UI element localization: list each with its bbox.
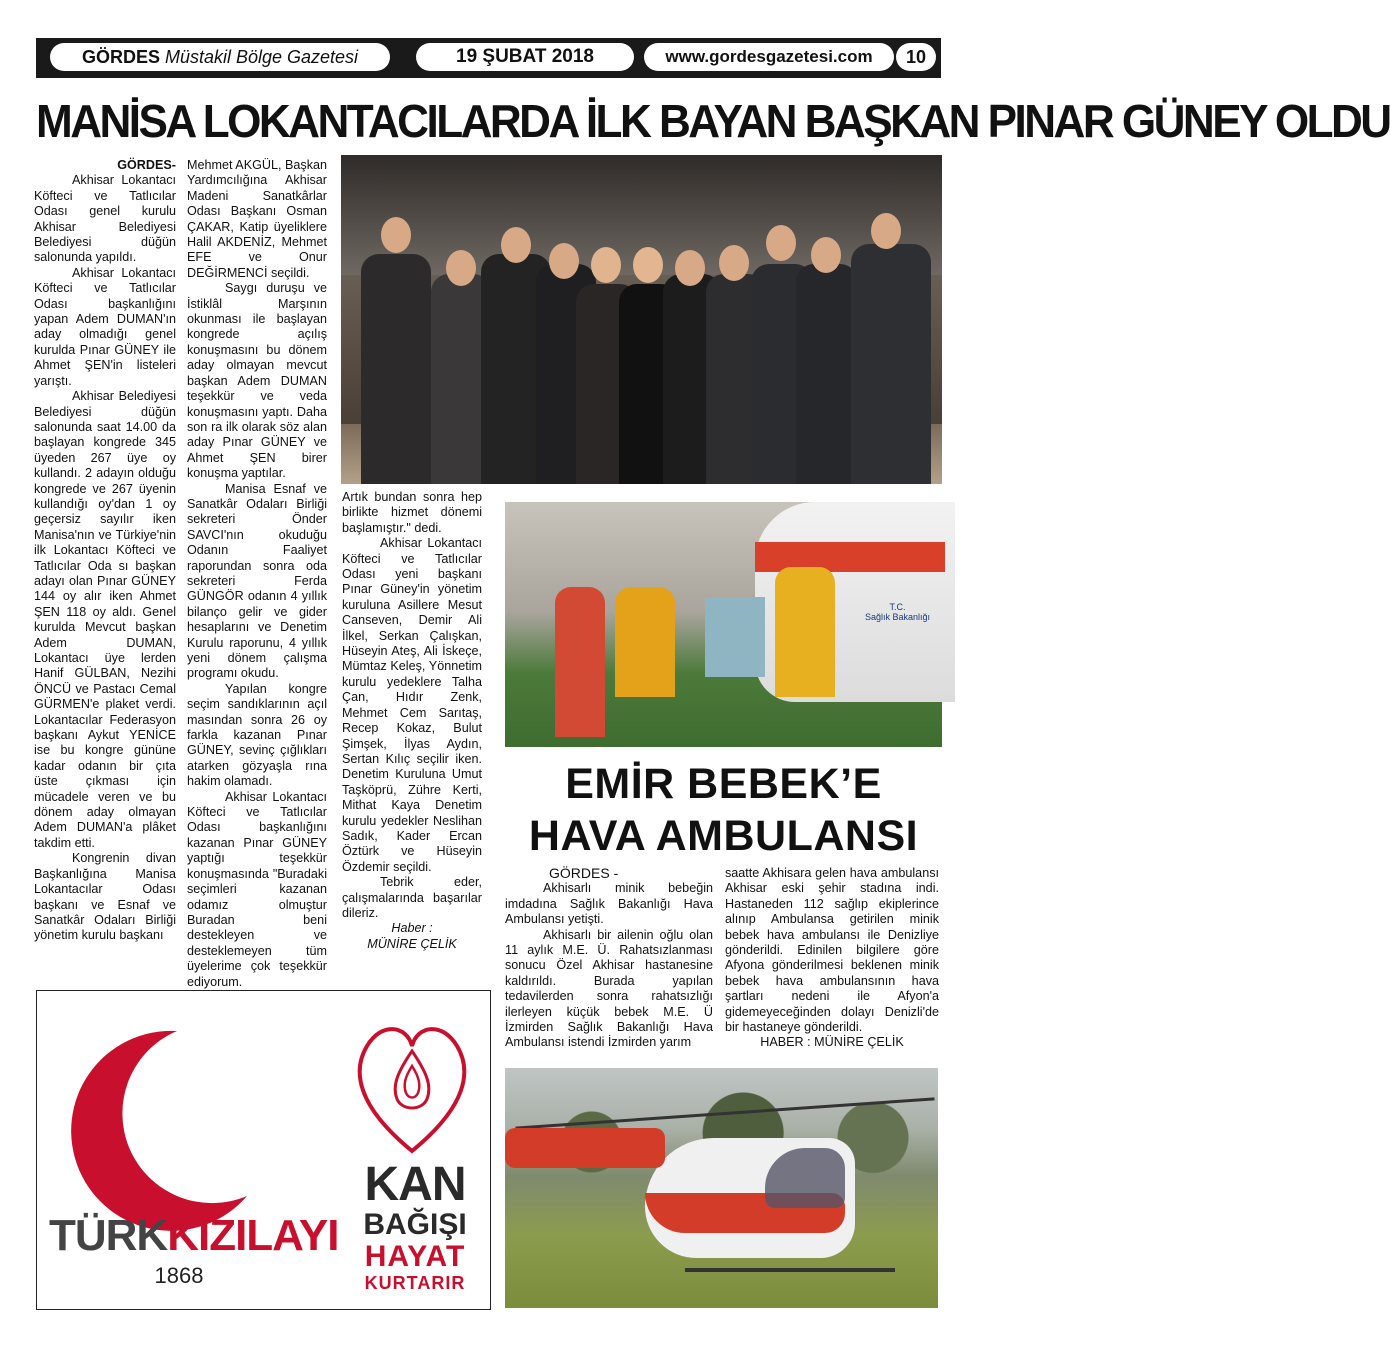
kan-title: KAN — [364, 1158, 466, 1211]
article1-headline: MANİSA LOKANTACILARDA İLK BAYAN BAŞKAN PINAR GÜNEY OLDU — [36, 95, 1390, 148]
paragraph: Akhisar Lokantacı Köfteci ve Tatlıcılar Odası yeni başkanı Pınar Güney'in yönetim kuruluna Asillere Mesut Canseven, Demir Ali İlkel, Serkan Çalışkan, Hüseyin Ateş, Ali İskeçe, Mümtaz Keleş, Yönnetim kurulu yedeklere Talha Çan, Hıdır Zenk, Mehmet Cem Sarıtaş, Recep Kokaz, Bulut Şimşek, İlyas Aydın, Sertan Kılıç seçilir iken. Denetim Kuruluna Umut Taşköprü, Zühre Kerti, Mithat Kaya Denetim kurulu yedekler Neslihan Sadık, Kader Ercan Öztürk ve Hüseyin Özdemir seçildi. — [342, 536, 482, 874]
paragraph: Akhisar Belediyesi Belediyesi düğün salonunda saat 14.00 da başlayan kongrede 345 üyeden 267 üye oy kullandı. 2 adayın olduğu kongrede ve 267 üyenin kullandığı oy'dan 1 oy geçersiz sayılır iken Manisa'nın ve Türkiye'nin ilk Lokantacı Köfteci ve Tatlıcılar Oda sı başkan adayı olan Pınar GÜNEY 144 oy alır iken Ahmet ŞEN 118 oy aldı. Genel kurulda Mevcut başkan Adem DUMAN, Lokantacı üye lerden Hanif GÜLBAN, Nezihi ÖNCÜ ve Pastacı Cemal GÜRMEN'e plaket verdi. Lokantacılar Federasyon başkanı Aykut YENİCE ise bu kongre gününe kadar odanın bir çıta üste çıkması için mücadele veren ve bu dönem aday olmayan Adem DUMAN'a plâket takdim etti. — [34, 389, 176, 850]
website-link[interactable]: www.gordesgazetesi.com — [644, 43, 894, 71]
blood-donation-ad — [36, 990, 491, 1310]
byline: HABER : MÜNİRE ÇELİK — [760, 1035, 904, 1050]
paragraph: Akhisar Lokantacı Köfteci ve Tatlıcılar Odası genel kurulu Akhisar Belediyesi Belediyesi düğün salonunda yapıldı. — [34, 173, 176, 265]
article1-column-1 — [34, 158, 176, 944]
paragraph: Mehmet AKGÜL, Başkan Yardımcılığına Akhisar Madeni Sanatkârlar Odası Başkanı Osman ÇAKAR, Katip üyeliklere Halil AKDENİZ, Mehmet EFE ve Onur DEĞİRMENCİ seçildi. — [187, 158, 327, 280]
paragraph: Akhisarlı bir ailenin oğlu olan 11 aylık M.E. Ü. Rahatsızlanması sonucu Özel Akhisar hastanesine kaldırıldı. Burada yapılan tedavilerden sonra rahatsızlığı ilerleyen küçük bebek M.E. Ü İzmirden Sağlık Bakanlığı Hava Ambulansı istendi İzmirden yarım — [505, 927, 713, 1050]
heart-drop-icon — [347, 1011, 477, 1161]
article2-column-1 — [505, 866, 713, 1051]
masthead-bar — [36, 38, 941, 78]
paragraph: Akhisar Lokantacı Köfteci ve Tatlıcılar Odası başkanlığını yapan Adem DUMAN'ın aday olmadığı genel kurulda Pınar GÜNEY ile Ahmet ŞEN'in listeleri yarıştı. — [34, 265, 176, 388]
kizilay-part2: KIZILAYI — [167, 1211, 339, 1260]
byline-name: MÜNİRE ÇELİK — [367, 936, 457, 951]
issue-date: 19 ŞUBAT 2018 — [416, 43, 634, 71]
paragraph: Saygı duruşu ve İstiklâl Marşının okunması ile başlayan kongrede açılış konuşmasını bu dönem aday olmayan mevcut başkan Adem DUMAN teşekkür ve veda konuşmasını yaptı. Daha son ra ilk olarak söz alan aday Pınar GÜNEY ve Ahmet ŞEN birer konuşma yaptılar. — [187, 281, 327, 481]
paper-name-pill — [50, 43, 390, 71]
kizilay-part1: TÜRK — [49, 1211, 168, 1260]
article2-headline-line2: HAVA AMBULANSI — [528, 812, 919, 860]
kan-subtitle: BAĞIŞI — [363, 1208, 467, 1241]
paragraph: Kongrenin divan Başkanlığına Manisa Lokantacılar Odası başkanı ve Esnaf ve Sanatkâr Odaları Birliği yönetim kurulu başkanı — [34, 851, 176, 943]
page-number: 10 — [896, 43, 936, 71]
paper-name: GÖRDES — [81, 46, 160, 67]
paragraph: saatte Akhisara gelen hava ambulansı Akhisar eski şehir stadına indi. Hastaneden 112 sağlıp ekiplerince alınıp Ambulansa getirilen minik bebek hava ambulansı ile Denizliye gönderildi. Edinilen bilgilere göre Afyona gönderilmesi beklenen minik bebek hava ambulansının hava şartları nedeni ile Afyon'a gidemeyeceğinden dolayı Denizli'de bir hastaneye gönderildi. — [725, 866, 939, 1035]
article1-column-2 — [187, 158, 327, 990]
paragraph: Artık bundan sonra hep birlikte hizmet dönemi başlamıştır." dedi. — [342, 490, 482, 535]
paragraph: Akhisar Lokantacı Köfteci ve Tatlıcılar Odası başkanlığını kazanan Pınar GÜNEY yaptığı teşekkür konuşmasında "Buradaki seçimleri kazanan odamız olmuştur Buradan beni destekleyen ve desteklemeyen tüm üyelerime çok teşekkür ediyorum. — [187, 789, 327, 989]
dateline: GÖRDES - — [549, 865, 619, 881]
dateline: GÖRDES- — [117, 158, 176, 172]
article1-column-3 — [342, 490, 482, 952]
byline-label: Haber : — [391, 921, 433, 936]
paragraph: Akhisarlı minik bebeğin imdadına Sağlık Bakanlığı Hava Ambulansı yetişti. — [505, 881, 713, 927]
kan-kurtarir: KURTARIR — [364, 1273, 466, 1293]
paragraph: Yapılan kongre seçim sandıklarının açıl masından sonra 26 oy farkla kazanan Pınar GÜNEY, sevinç çığlıkları atarken gözyaşla rına hakim olamadı. — [187, 681, 327, 789]
paragraph: Manisa Esnaf ve Sanatkâr Odaları Birliği sekreteri Önder SAVCI'nın okuduğu Odanın Faaliyet raporundan sonra oda sekreteri Ferda GÜNGÖR odanın 4 yıllık bilanço gelir ve gider hesaplarını ve Denetim Kurulu raporunu, 4 yıllık yeni dönem çalışma programı okudu. — [187, 481, 327, 681]
kizilay-wordmark — [49, 1211, 339, 1261]
heli-label-bottom: Sağlık Bakanlığı — [864, 612, 931, 622]
article2-headline-line1: EMİR BEBEK’E — [565, 760, 882, 808]
heli-label-top: T.C. — [889, 602, 906, 612]
ambulance-transfer-photo — [505, 502, 942, 747]
kan-hayat: HAYAT — [364, 1240, 466, 1273]
group-photo — [341, 155, 942, 484]
helicopter-photo — [505, 1068, 938, 1308]
article2-column-2 — [725, 866, 939, 1051]
kizilay-year: 1868 — [154, 1263, 204, 1288]
paragraph: Tebrik eder, çalışmalarında başarılar dileriz. — [342, 875, 482, 920]
article2-headline — [505, 758, 942, 862]
paper-subtitle: Müstakil Bölge Gazetesi — [164, 46, 359, 67]
